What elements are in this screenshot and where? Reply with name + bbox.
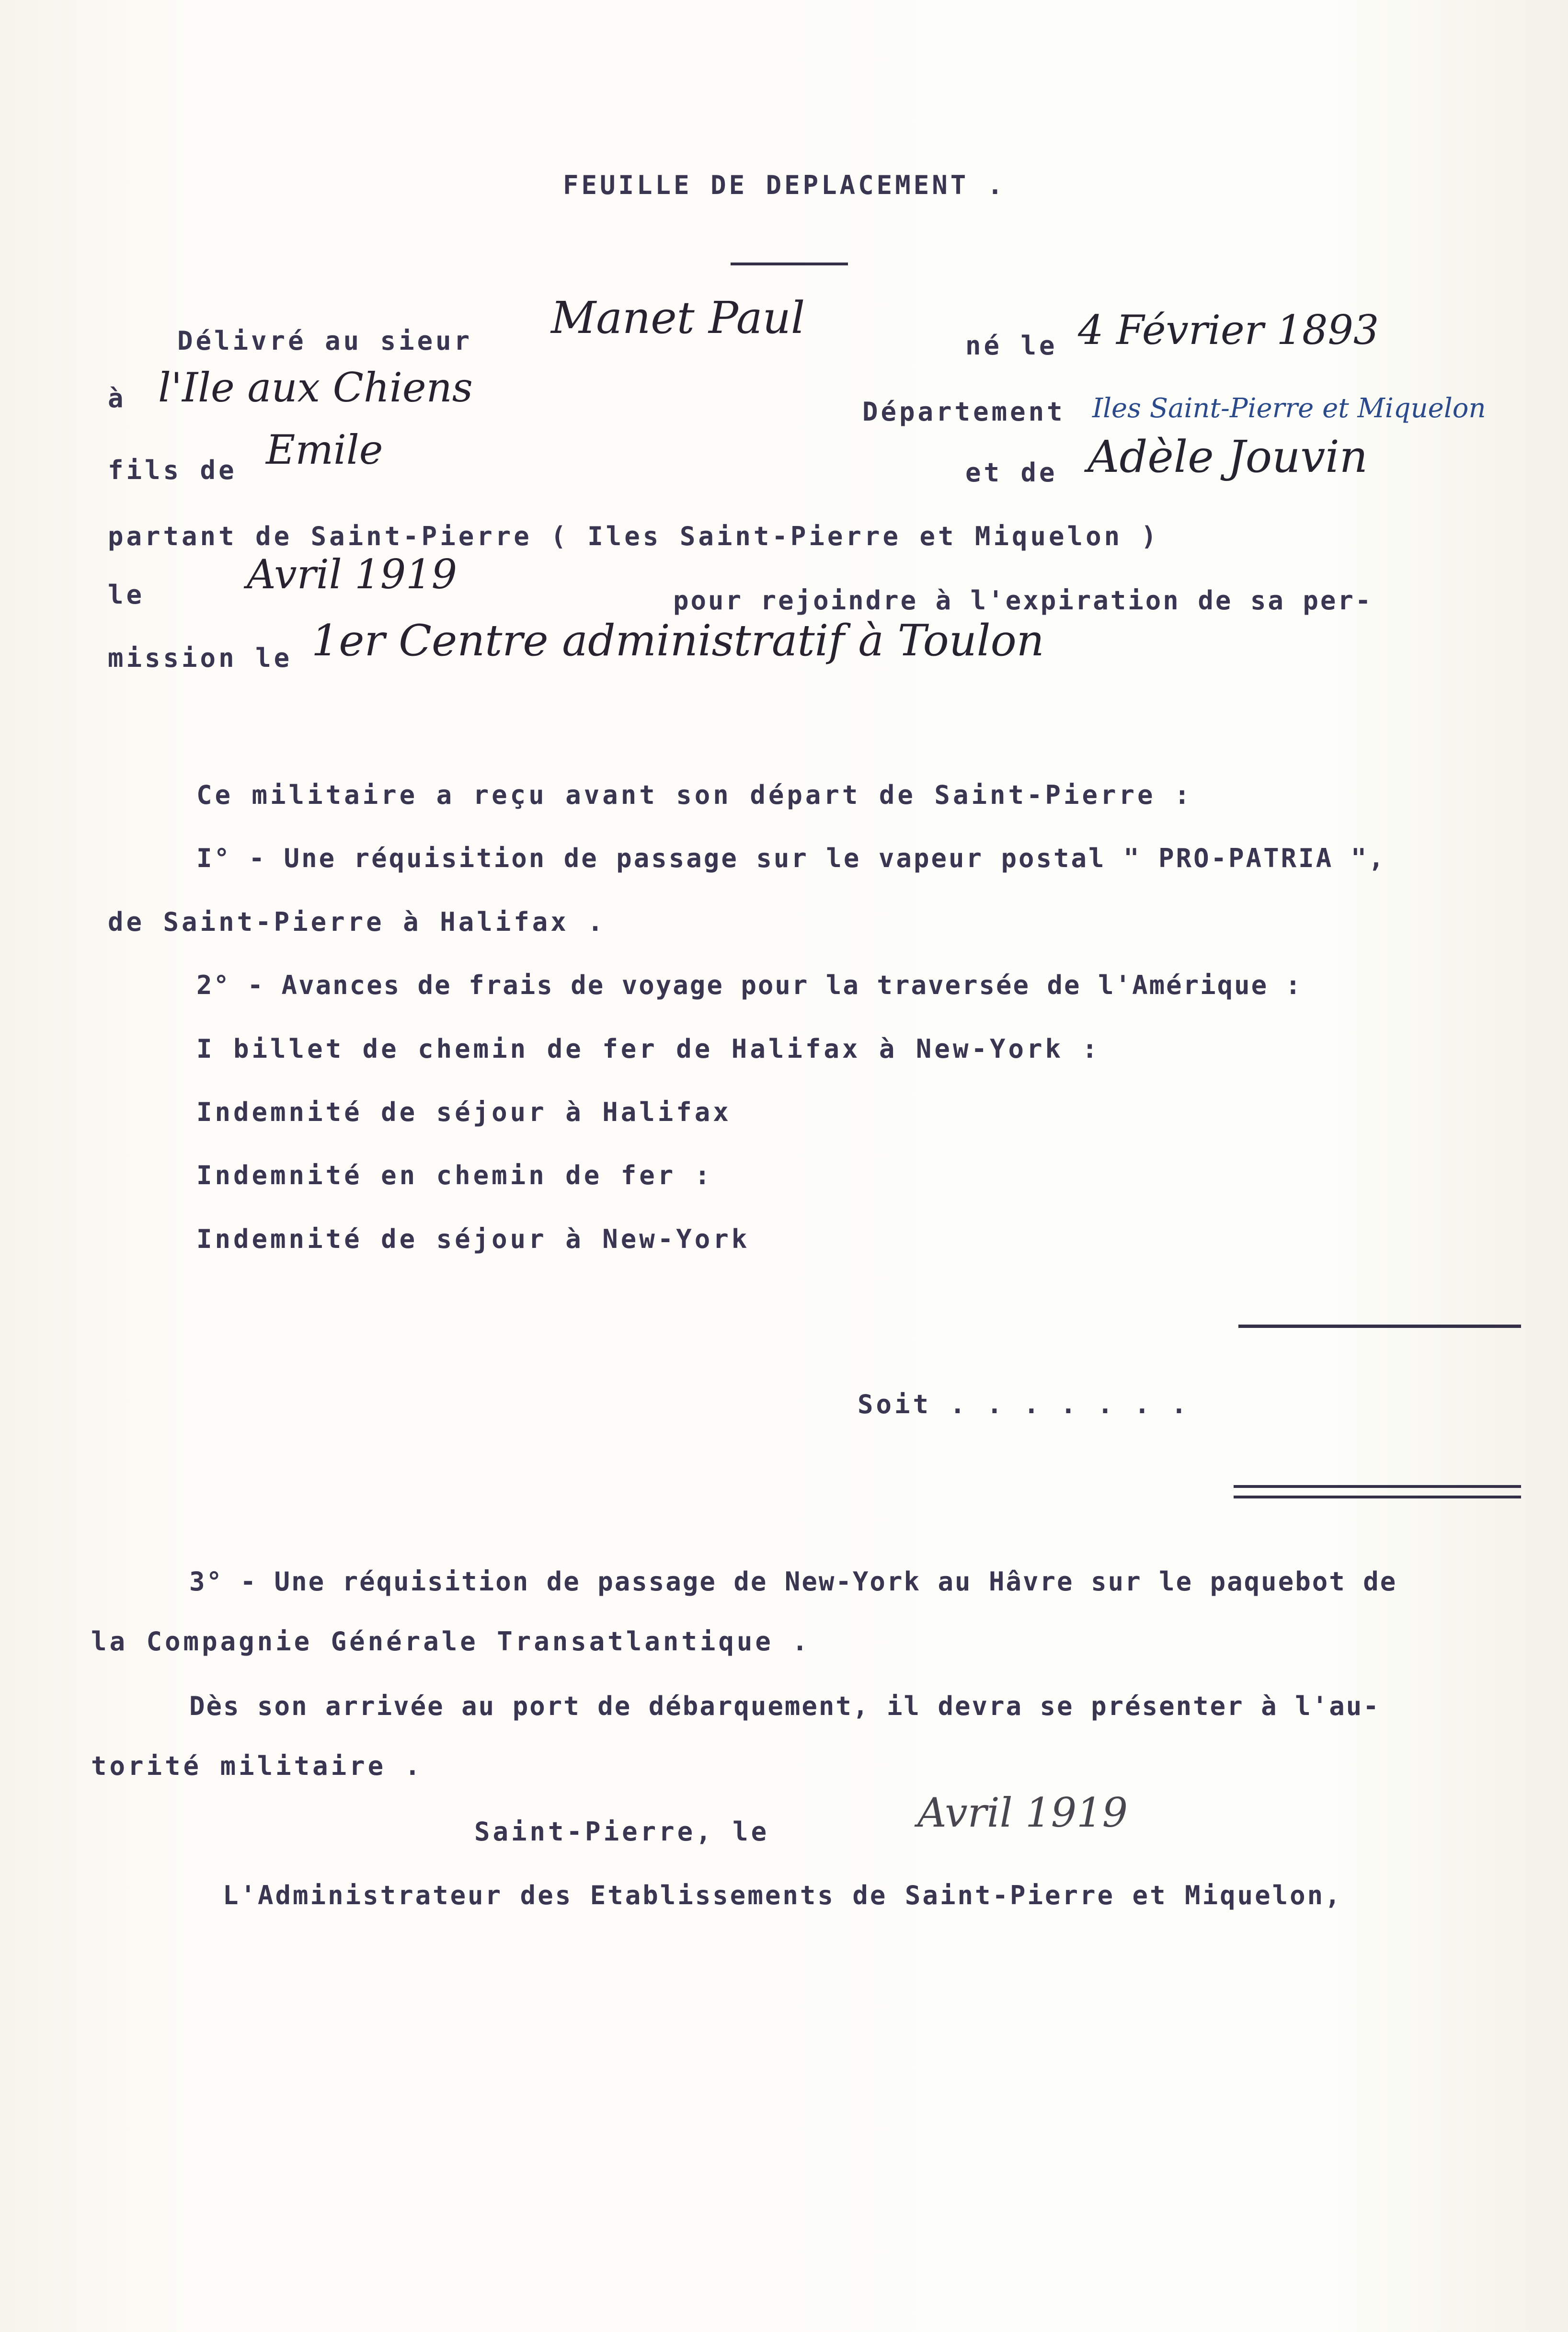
item-2-line: 2° - Avances de frais de voyage pour la traversée de l'Amérique : — [196, 970, 1303, 1000]
item-1-line-b: de Saint-Pierre à Halifax . — [108, 907, 606, 937]
sum-rule-top — [1238, 1325, 1521, 1328]
signoff-place: Saint-Pierre, le — [474, 1817, 770, 1847]
father-label: fils de — [108, 455, 237, 485]
birthplace-prefix: à — [108, 383, 126, 413]
rejoin-text: pour rejoindre à l'expiration de sa per- — [673, 585, 1373, 616]
birth-date: 4 Février 1893 — [1078, 307, 1379, 354]
delivered-label: Délivré au sieur — [177, 326, 473, 356]
departure-date-label: le — [108, 580, 145, 610]
intro-line: Ce militaire a reçu avant son départ de Saint-Pierre : — [196, 780, 1193, 810]
birthplace: l'Ile aux Chiens — [158, 364, 473, 411]
item-1-line-a: I° - Une réquisition de passage sur le vapeur postal " PRO-PATRIA ", — [196, 843, 1386, 873]
instruction-line-b: torité militaire . — [91, 1751, 423, 1781]
document-title: FEUILLE DE DEPLACEMENT . — [563, 170, 1006, 200]
total-label: Soit . . . . . . . — [858, 1389, 1190, 1419]
soldier-name: Manet Paul — [551, 292, 805, 343]
department-label: Département — [862, 397, 1065, 427]
departure-date: Avril 1919 — [247, 551, 458, 598]
father-name: Emile — [266, 426, 383, 473]
mother-name: Adèle Jouvin — [1087, 431, 1368, 482]
item-2-subitem: Indemnité en chemin de fer : — [196, 1160, 713, 1190]
signoff-date: Avril 1919 — [917, 1789, 1128, 1836]
administrator-title: L'Administrateur des Etablissements de Saint-Pierre et Miquelon, — [223, 1880, 1342, 1910]
mother-label: et de — [965, 457, 1058, 488]
title-underline — [731, 263, 848, 265]
item-3-line-b: la Compagnie Générale Transatlantique . — [91, 1626, 811, 1657]
departure-line: partant de Saint-Pierre ( Iles Saint-Pierre et Miquelon ) — [108, 521, 1160, 551]
item-2-subitem: Indemnité de séjour à Halifax — [196, 1097, 732, 1127]
item-3-line-a: 3° - Une réquisition de passage de New-York au Hâvre sur le paquebot de — [189, 1566, 1397, 1597]
mission-label: mission le — [108, 643, 293, 673]
instruction-line-a: Dès son arrivée au port de débarquement, il devra se présenter à l'au- — [189, 1691, 1380, 1721]
sum-rule-double-2 — [1234, 1496, 1521, 1498]
item-2-subitem: I billet de chemin de fer de Halifax à New-York : — [196, 1034, 1101, 1064]
born-label: né le — [965, 331, 1058, 361]
item-2-subitem: Indemnité de séjour à New-York — [196, 1224, 750, 1254]
department-stamp: Iles Saint-Pierre et Miquelon — [1092, 393, 1486, 424]
destination: 1er Centre administratif à Toulon — [311, 616, 1044, 666]
sum-rule-double-1 — [1234, 1485, 1521, 1488]
